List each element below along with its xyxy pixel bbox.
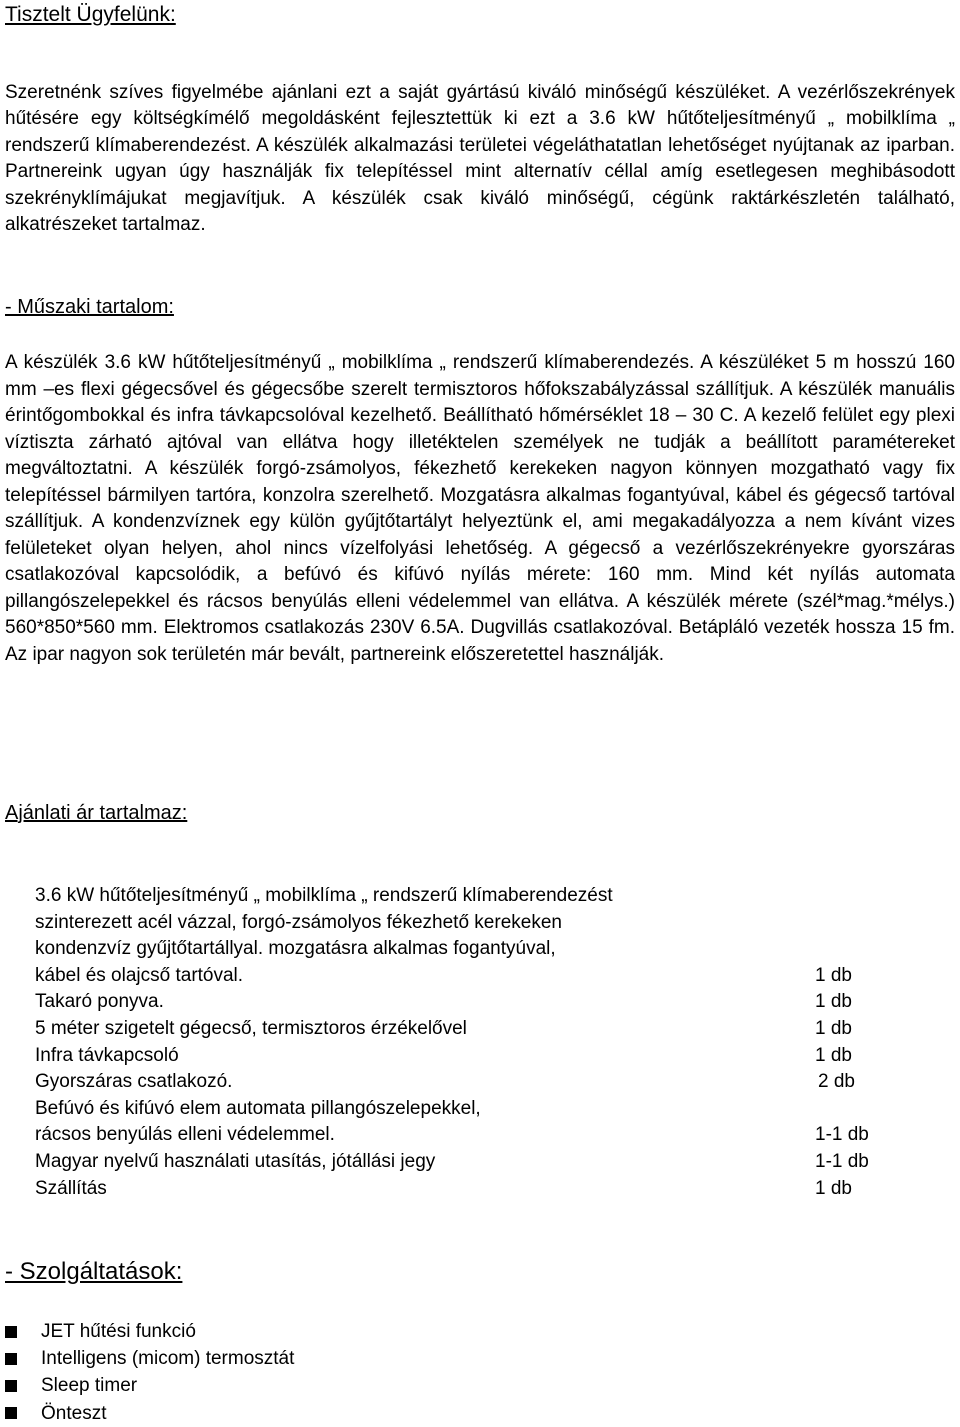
offer-item (35, 1096, 935, 1149)
offer-item-description: Befúvó és kifúvó elem automata pillangószelepekkel, rácsos benyúlás elleni védelemmel. (35, 1097, 481, 1146)
list-item (5, 1345, 294, 1372)
offer-item (35, 1149, 935, 1176)
offer-item-description: 5 méter szigetelt gégecső, termisztoros érzékelővel (35, 1017, 467, 1039)
service-label: Sleep timer (41, 1375, 138, 1397)
intro-text: Szeretnénk szíves figyelmébe ajánlani ezt a saját gyártású kiváló minőségű készüléket. A vezérlőszekrények hűtésére egy költségkímélő megoldásként fejlesztettük ki ezt a 3.6 kW hűtőteljesítményű „ mobilklíma „ rendszerű klímaberendezést. A készülék alkalmazási területei végeláthatatlan lehetőséget nyújtanak az iparban. Partnereink ugyan úgy használják fix telepítéssel mint alternatív céllal amíg esetlegesen meghibásodott szekrényklímájukat megjavítjuk. A készülék csak kiváló minőségű, cégünk raktárkészletén található, alkatrészeket tartalmaz. (5, 82, 955, 236)
offer-item (35, 1043, 935, 1070)
offer-item-quantity: 2 db (818, 1071, 855, 1093)
service-label: Önteszt (41, 1402, 107, 1424)
offer-item-description: Szállítás (35, 1177, 107, 1199)
intro-paragraph (5, 80, 955, 238)
service-label: JET hűtési funkció (41, 1321, 196, 1342)
offer-item (35, 1016, 935, 1043)
technical-content-heading: - Műszaki tartalom: (5, 296, 174, 318)
offer-item (35, 883, 935, 989)
offer-item-description: 3.6 kW hűtőteljesítményű „ mobilklíma „ rendszerű klímaberendezést szinterezett acél vázzal, forgó-zsámolyos fékezhető kerekeken kondenzvíz gyűjtőtartállyal. mozgatásra alkalmas fogantyúval, kábel és olajcső tartóval. (35, 885, 613, 986)
offer-item-description: Gyorszáras csatlakozó. (35, 1071, 233, 1093)
offer-heading: Ajánlati ár tartalmaz: (5, 802, 188, 824)
technical-content-text: A készülék 3.6 kW hűtőteljesítményű „ mobilklíma „ rendszerű klímaberendezés. A készüléket 5 m hosszú 160 mm –es flexi gégecsővel és gégecsőbe szerelt termisztoros hőfokszabályzással szállítjuk. A készülék manuális érintőgombokkal és infra távkapcsolóval kezelhető. Beállítható hőmérséklet 18 – 30 C. A kezelő felület egy plexi víztiszta zárható ajtóval van ellátva hogy illetéktelen személyek ne tudják a beállított paramétereket megváltoztatni. A készülék forgó-zsámolyos, fékezhető kerekeken nagyon könnyen mozgatható vagy fix telepítéssel bármilyen tartóra, konzolra szerelhető. Mozgatásra alkalmas fogantyúval, kábel és gégecső tartóval szállítjuk. A kondenzvíznek egy külön gyűjtőtartályt helyeztünk el, ami megakadályozza a nem kívánt vizes felületeket olyan helyen, ahol nincs vízelfolyási lehetőség. A gégecső a vezérlőszekrényekre gyorszáras csatlakozóval kapcsolódik, a befúvó és kifúvó nyílás mérete: 160 mm. Mind két nyílás automata pillangószelepekkel és rácsos benyúlás elleni védelemmel van ellátva. A készülék mérete (szél*mag.*mélys.) 560*850*560 mm. Elektromos csatlakozás 230V 6.5A. Dugvillás csatlakozóval. Betápláló vezeték hossza 15 fm. Az ipar nagyon sok területén már bevált, partnereink előszeretettel használják. (5, 352, 955, 665)
offer-item-quantity: 1 db (815, 964, 852, 986)
square-bullet-icon (5, 1326, 17, 1338)
list-item (5, 1372, 294, 1399)
offer-item-quantity: 1-1 db (815, 1124, 869, 1146)
square-bullet-icon (5, 1380, 17, 1392)
service-label: Intelligens (micom) termosztát (41, 1348, 295, 1370)
offer-item-description: Magyar nyelvű használati utasítás, jótállási jegy (35, 1150, 436, 1172)
list-item (5, 1318, 294, 1345)
offer-item-quantity: 1 db (815, 1177, 852, 1199)
offer-item-description: Takaró ponyva. (35, 991, 164, 1013)
offer-item-quantity: 1 db (815, 1044, 852, 1066)
offer-list (35, 883, 935, 1202)
services-list (5, 1318, 294, 1427)
square-bullet-icon (5, 1407, 17, 1419)
offer-item-description: Infra távkapcsoló (35, 1044, 179, 1066)
offer-item (35, 1176, 935, 1203)
offer-item (35, 1069, 935, 1096)
technical-content-section (5, 350, 955, 668)
offer-item-quantity: 1 db (815, 1017, 852, 1039)
greeting-heading: Tisztelt Ügyfelünk: (5, 3, 176, 26)
offer-item-quantity: 1 db (815, 991, 852, 1013)
offer-item-quantity: 1-1 db (815, 1150, 869, 1172)
list-item (5, 1400, 294, 1427)
services-heading: - Szolgáltatások: (5, 1258, 183, 1285)
square-bullet-icon (5, 1353, 17, 1365)
offer-item (35, 989, 935, 1016)
